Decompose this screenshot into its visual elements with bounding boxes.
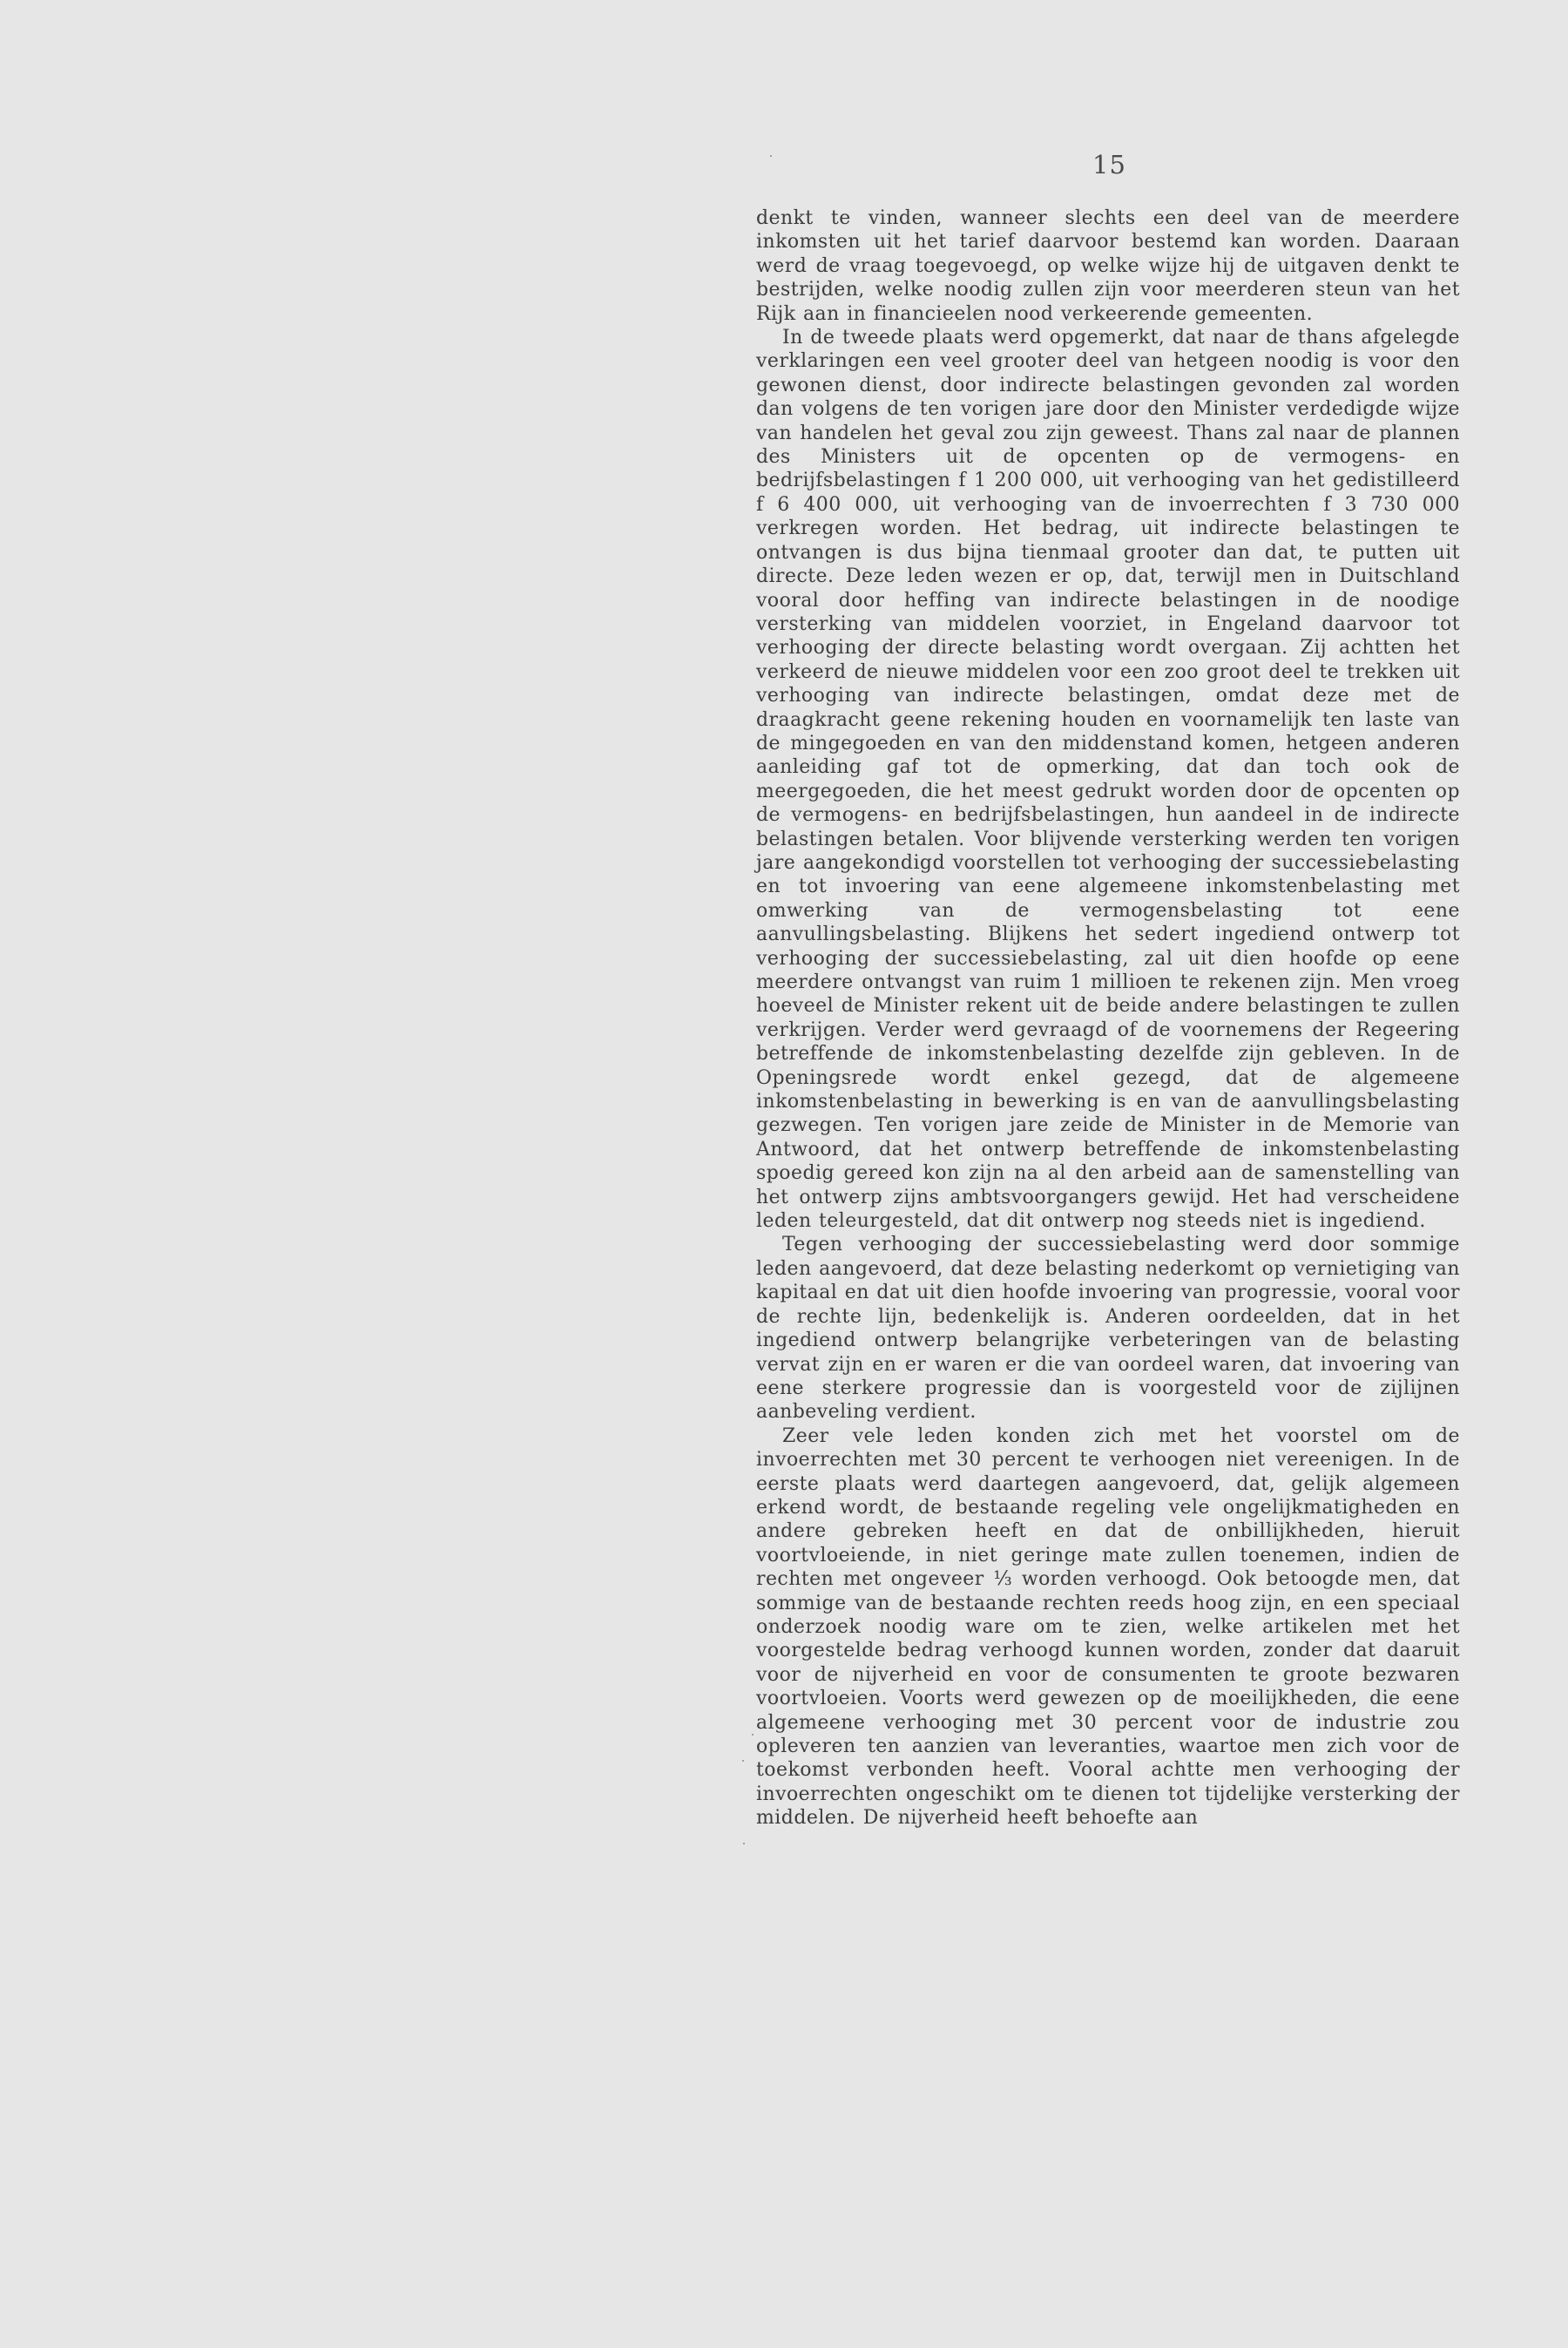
scan-speck — [742, 1760, 744, 1762]
paragraph-2: In de tweede plaats werd opgemerkt, dat naar de thans afgelegde verklaringen een veel grooter deel van hetgeen noodig is voor den gewonen dienst, door indirecte belastingen gevonden zal worden dan volgens de ten vorigen jare door den Minister verdedigde wijze van handelen het geval zou zijn geweest. Thans zal naar de plannen des Ministers uit de opcenten op de vermogens- en bedrijfsbelastingen f 1 200 000, uit verhooging van het gedistilleerd f 6 400 000, uit verhooging van de invoerrechten f 3 730 000 verkregen worden. Het bedrag, uit indirecte belastingen te ontvangen is dus bijna tienmaal grooter dan dat, te putten uit directe. Deze leden wezen er op, dat, terwijl men in Duitschland vooral door heffing van indirecte belastingen in de noodige versterking van middelen voorziet, in Engeland daarvoor tot verhooging der directe belasting wordt overgaan. Zij achtten het verkeerd de nieuwe middelen voor een zoo groot deel te trekken uit verhooging van indirecte belastingen, omdat deze met de draagkracht geene rekening houden en voornamelijk ten laste van de mingegoeden en van den middenstand komen, hetgeen anderen aanleiding gaf tot de opmerking, dat dan toch ook de meergegoeden, die het meest gedrukt worden door de opcenten op de vermogens- en bedrijfsbelastingen, hun aandeel in de indirecte belastingen betalen. Voor blijvende versterking werden ten vorigen jare aangekondigd voorstellen tot verhooging der successiebelasting en tot invoering van eene algemeene inkomstenbelasting met omwerking van de vermogensbelasting tot eene aanvullingsbelasting. Blijkens het sedert ingediend ontwerp tot verhooging der successiebelasting, zal uit dien hoofde op eene meerdere ontvangst van ruim 1 millioen te rekenen zijn. Men vroeg hoeveel de Minister rekent uit de beide andere belastingen te zullen verkrijgen. Verder werd gevraagd of de voornemens der Regeering betreffende de inkomstenbelasting dezelfde zijn gebleven. In de Openingsrede wordt enkel gezegd, dat de algemeene inkomstenbelasting in bewerking is en van de aanvullingsbelasting gezwegen. Ten vorigen jare zeide de Minister in de Memorie van Antwoord, dat het ontwerp betreffende de inkomstenbelasting spoedig gereed kon zijn na al den arbeid aan de samenstelling van het ontwerp zijns ambtsvoorgangers gewijd. Het had verscheidene leden teleurgesteld, dat dit ontwerp nog steeds niet is ingediend. — [756, 327, 1460, 1233]
paragraph-3: Tegen verhooging der successiebelasting werd door sommige leden aangevoerd, dat deze belasting nederkomt op vernietiging van kapitaal en dat uit dien hoofde invoering van progressie, vooral voor de rechte lijn, bedenkelijk is. Anderen oordeelden, dat in het ingediend ontwerp belangrijke verbeteringen van de belasting vervat zijn en er waren er die van oordeel waren, dat invoering van eene sterkere progressie dan is voorgesteld voor de zijlijnen aanbeveling verdient. — [756, 1234, 1460, 1424]
paragraph-1: denkt te vinden, wanneer slechts een deel van de meerdere inkomsten uit het tarief daarvoor bestemd kan worden. Daaraan werd de vraag toegevoegd, op welke wijze hij de uitgaven denkt te bestrijden, welke noodig zullen zijn voor meerderen steun van het Rijk aan in financieelen nood verkeerende gemeenten. — [756, 207, 1460, 325]
scan-speck — [743, 1843, 745, 1844]
page-number: 15 — [1092, 150, 1126, 179]
body-text-column — [756, 206, 1460, 1830]
paragraph-4: Zeer vele leden konden zich met het voorstel om de invoerrechten met 30 percent te verhoogen niet vereenigen. In de eerste plaats werd daartegen aangevoerd, dat, gelijk algemeen erkend wordt, de bestaande regeling vele ongelijkmatigheden en andere gebreken heeft en dat de onbillijkheden, hieruit voortvloeiende, in niet geringe mate zullen toenemen, indien de rechten met ongeveer ⅓ worden verhoogd. Ook betoogde men, dat sommige van de bestaande rechten reeds hoog zijn, en een speciaal onderzoek noodig ware om te zien, welke artikelen met het voorgestelde bedrag verhoogd kunnen worden, zonder dat daaruit voor de nijverheid en voor de consumenten te groote bezwaren voortvloeien. Voorts werd gewezen op de moeilijkheden, die eene algemeene verhooging met 30 percent voor de industrie zou opleveren ten aanzien van leveranties, waartoe men zich voor de toekomst verbonden heeft. Vooral achtte men verhooging der invoerrechten ongeschikt om te dienen tot tijdelijke versterking der middelen. De nijverheid heeft behoefte aan — [756, 1424, 1460, 1830]
scan-speck — [770, 155, 772, 157]
scan-speck — [752, 1734, 754, 1736]
